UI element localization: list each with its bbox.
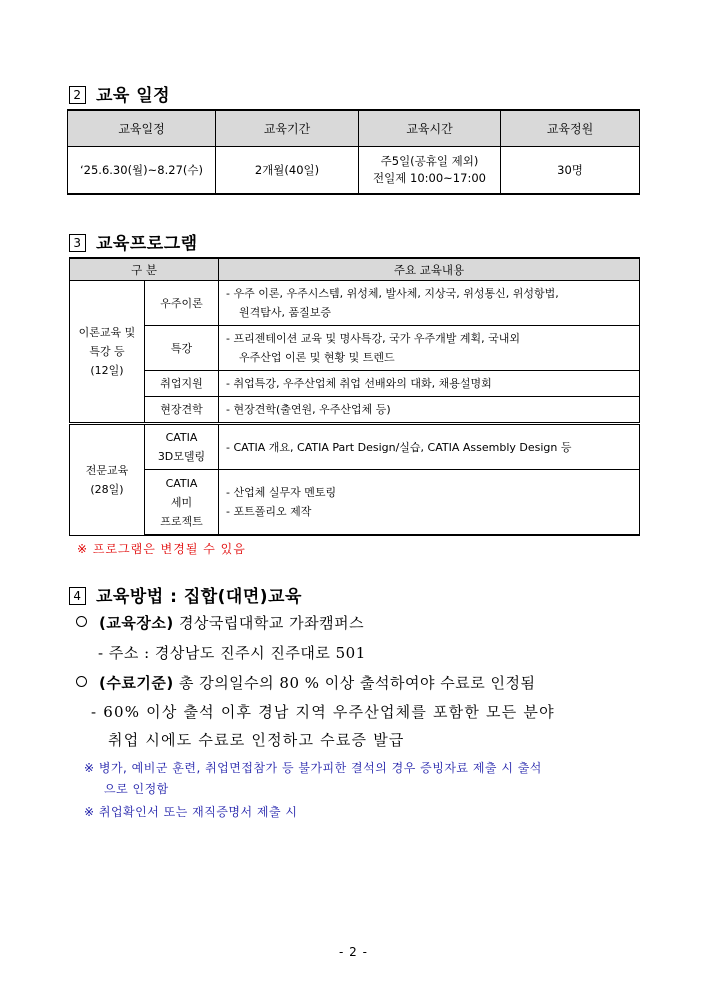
section-number-box: 4 — [69, 587, 86, 605]
content-line: 원격탐사, 품질보증 — [239, 306, 332, 319]
place-label: (교육장소) — [99, 614, 174, 632]
section-3-title — [69, 229, 198, 254]
row-name: 현장견학 — [145, 397, 219, 424]
time-line-1: 주5일(공휴일 제외) — [380, 154, 479, 168]
name-line: CATIA — [165, 431, 198, 444]
group-label-line: 특강 등 — [89, 345, 125, 358]
criteria-label: (수료기준) — [99, 674, 174, 692]
section-number-box: 2 — [69, 86, 86, 104]
group-label-line: (12일) — [90, 364, 124, 377]
section-2-title — [69, 81, 170, 106]
row-name: 특강 — [145, 326, 219, 371]
row-name — [145, 424, 219, 470]
schedule-cell: ‘25.6.30(월)~8.27(수) — [68, 147, 216, 195]
group-expert-label — [70, 424, 145, 536]
header-capacity: 교육정원 — [501, 110, 640, 147]
group-theory-label — [70, 281, 145, 424]
header-period: 교육기간 — [216, 110, 359, 147]
section-4-title — [69, 582, 302, 607]
place-line — [76, 612, 364, 633]
row-content — [219, 326, 640, 371]
schedule-table — [67, 109, 640, 195]
name-line: 3D모델링 — [157, 450, 206, 463]
page-number: - 2 - — [339, 945, 368, 959]
table-row — [70, 326, 640, 371]
time-cell — [359, 147, 501, 195]
header-time: 교육시간 — [359, 110, 501, 147]
criteria-text: 총 강의일수의 80 % 이상 출석하여야 수료로 인정됨 — [173, 674, 536, 692]
header-schedule: 교육일정 — [68, 110, 216, 147]
table-row — [70, 281, 640, 326]
table-row — [70, 470, 640, 536]
table-row — [70, 424, 640, 470]
table-row — [70, 371, 640, 397]
address-line: - 주소 : 경상남도 진주시 진주대로 501 — [98, 644, 366, 662]
section-title-text: 교육 일정 — [96, 86, 171, 106]
section-number-box: 3 — [69, 234, 86, 252]
name-line: CATIA — [165, 476, 198, 490]
header-content: 주요 교육내용 — [219, 258, 640, 281]
content-line: - 포트폴리오 제작 — [226, 505, 312, 518]
employment-note: ※ 취업확인서 또는 재직증명서 제출 시 — [84, 805, 298, 819]
time-line-2: 전일제 10:00~17:00 — [373, 171, 486, 185]
group-label-line: 이론교육 및 — [78, 326, 136, 339]
content-line: - 우주 이론, 우주시스템, 위성체, 발사체, 지상국, 위성통신, 위성항법, — [226, 287, 559, 300]
group-label-line: 전문교육 — [85, 463, 129, 477]
bullet-circle-icon — [76, 676, 87, 687]
header-category: 구 분 — [70, 258, 219, 281]
table-row — [68, 147, 640, 195]
content-line: - 산업체 실무자 멘토링 — [226, 486, 337, 499]
content-line: 우주산업 이론 및 현황 및 트렌드 — [239, 351, 395, 364]
table-row — [70, 397, 640, 424]
row-name: 취업지원 — [145, 371, 219, 397]
section-title-text: 교육방법 : 집합(대면)교육 — [96, 587, 302, 607]
row-content: - 취업특강, 우주산업체 취업 선배와의 대화, 채용설명회 — [219, 371, 640, 397]
row-content — [219, 281, 640, 326]
criteria-sub-line-2: 취업 시에도 수료로 인정하고 수료증 발급 — [108, 731, 405, 749]
criteria-sub-line-1: - 60% 이상 출석 이후 경남 지역 우주산업체를 포함한 모든 분야 — [91, 703, 555, 721]
absence-note-line-1: ※ 병가, 예비군 훈련, 취업면접참가 등 불가피한 결석의 경우 증빙자료 제출 시 출석 — [84, 761, 542, 775]
row-name — [145, 470, 219, 536]
place-text: 경상국립대학교 가좌캠퍼스 — [173, 614, 365, 632]
absence-note-line-2: 으로 인정함 — [104, 782, 169, 796]
capacity-cell: 30명 — [501, 147, 640, 195]
group-label-line: (28일) — [90, 482, 124, 496]
row-content: - CATIA 개요, CATIA Part Design/실습, CATIA Assembly Design 등 — [219, 424, 640, 470]
program-change-note: ※ 프로그램은 변경될 수 있음 — [77, 542, 246, 556]
bullet-circle-icon — [76, 616, 87, 627]
name-line: 세미 — [170, 495, 193, 509]
program-table — [69, 257, 640, 536]
row-content: - 현장견학(출연원, 우주산업체 등) — [219, 397, 640, 424]
criteria-line — [76, 672, 535, 693]
name-line: 프로젝트 — [160, 514, 203, 528]
row-content — [219, 470, 640, 536]
period-cell: 2개월(40일) — [216, 147, 359, 195]
row-name: 우주이론 — [145, 281, 219, 326]
section-title-text: 교육프로그램 — [96, 234, 198, 254]
content-line: - 프리젠테이션 교육 및 명사특강, 국가 우주개발 계획, 국내외 — [226, 332, 520, 345]
